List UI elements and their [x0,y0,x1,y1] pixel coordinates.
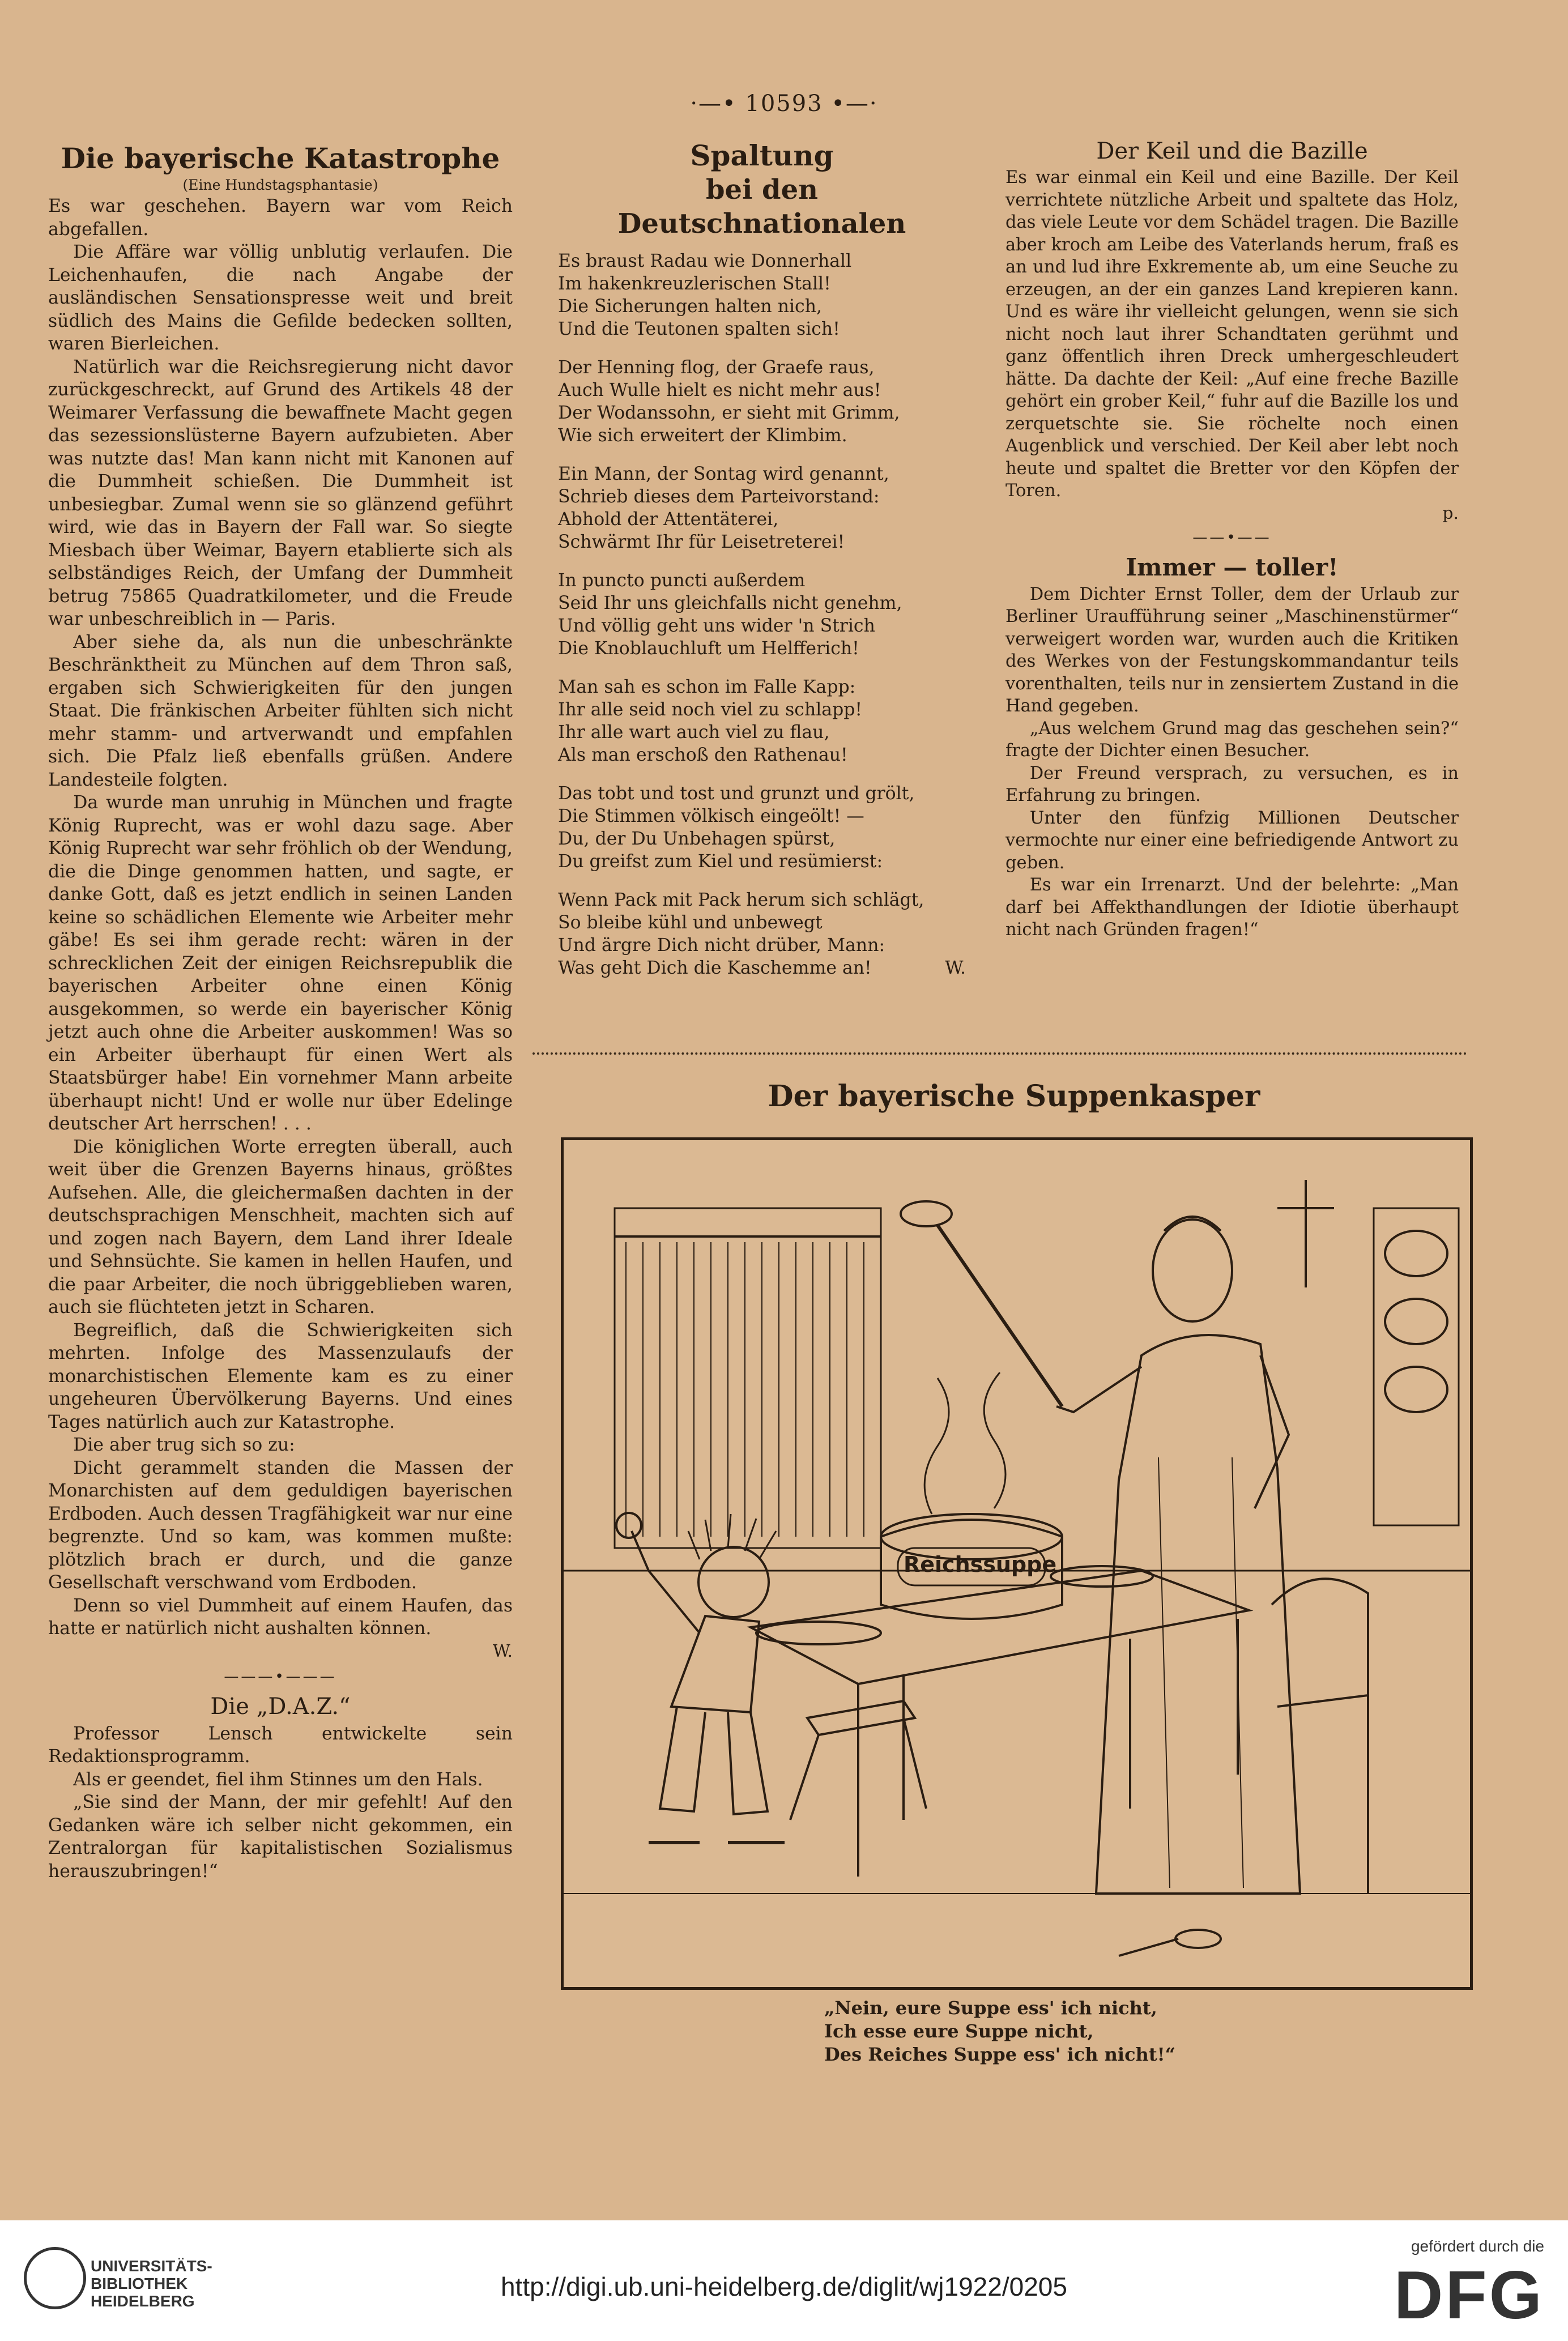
poem-line: Als man erschoß den Rathenau! [558,745,848,765]
poem-title: Spaltung [690,139,834,172]
paragraph: Aber siehe da, als nun die unbeschränkte Beschränktheit zu München auf dem Thron saß, ergaben sich Schwierigkeiten für den jungen Staat. Die fränkischen Arbeiter fühlten sich nicht mehr stamm- und artverwandt und empfahlen sich. Die Pfalz ließ ebenfalls grüßen. Andere Landesteile folgten. [48,632,513,790]
stanza [558,356,966,447]
article-title: Die bayerische Katastrophe [61,142,500,175]
poem-line: Der Wodanssohn, er sieht mit Grimm, [558,403,900,423]
poem [558,250,966,979]
poem-line: So bleibe kühl und unbewegt [558,912,823,933]
paragraph: Es war geschehen. Bayern war vom Reich abgefallen. [48,196,513,240]
stanza [558,250,966,340]
paragraph: Professor Lensch entwickelte sein Redaktionsprogramm. [48,1723,513,1767]
separator: ———•——— [224,1668,337,1685]
funding-block [1394,2237,1544,2333]
logo-line: HEIDELBERG [91,2292,195,2310]
stanza [558,676,966,766]
signature: W. [945,958,966,978]
poem-line: Und ärgre Dich nicht drüber, Mann: [558,935,885,956]
paragraph: Natürlich war die Reichsregierung nicht davor zurückgeschreckt, auf Grund des Artikels 48 der Weimarer Verfassung die bewaffnete Macht gegen das sezessionslüsterne Bayern aufzubieten. Aber was nutzte das! Man kann nicht mit Kanonen auf die Dummheit schießen. Die Dummheit ist unbesiegbar. Zumal wenn sie so glänzend geführt wird, wie das in Bayern der Fall war. So siegte Miesbach über Weimar, Bayern etablierte sich als selbständiges Reich, der Umfang der Dummheit betrug 75865 Quadratkilometer, und die Freude war unbeschreiblich in — Paris. [48,356,513,629]
poem-line: Die Knoblauchluft um Helfferich! [558,638,859,659]
poem-line: Schwärmt Ihr für Leisetreterei! [558,532,845,552]
paragraph: Die königlichen Worte erregten überall, auch weit über die Grenzen Bayerns hinaus, größtes Aufsehen. Alle, die gleichermaßen dachten in der deutschsprachigen Menschheit, machten sich auf und zogen nach Bayern, dem Land ihrer Ideale und Sehnsüchte. Sie kamen in hellen Haufen, und die paar Arbeiter, die noch übriggeblieben waren, auch sie flüchteten jetzt in Scharen. [48,1136,513,1317]
page-number: ·—• 10593 •—· [690,91,878,117]
poem-line: Ihr alle wart auch viel zu flau, [558,722,830,743]
poem-line: Abhold der Attentäterei, [558,509,779,530]
stanza [558,569,966,660]
paragraph: Begreiflich, daß die Schwierigkeiten sich mehrten. Infolge des Massenzulaufs der monarchistischen Elemente kam es zu einer ungeheuren Übervölkerung Bayerns. Und eines Tages natürlich auch zur Katastrophe. [48,1320,513,1432]
caption-line: Ich esse eure Suppe nicht, [824,2020,1094,2042]
paragraph: Denn so viel Dummheit auf einem Haufen, das hatte er natürlich nicht aushalten können. [48,1595,513,1639]
stanza [558,889,966,979]
paragraph: Dicht gerammelt standen die Massen der Monarchisten auf dem geduldigen bayerischen Erdboden. Auch dessen Tragfähigkeit war nur eine begrenzte. Und so kam, was kommen mußte: plötzlich brach er durch, und die ganze Gesellschaft verschwand vom Erdboden. [48,1457,513,1593]
poem-line: Der Henning flog, der Graefe raus, [558,357,875,378]
cartoon-title: Der bayerische Suppenkasper [768,1079,1260,1114]
poem-title: bei den Deutschnationalen [617,174,906,240]
poem-line: Ihr alle seid noch viel zu schlapp! [558,700,863,720]
poem-line: In puncto puncti außerdem [558,570,806,591]
poem-line: Seid Ihr uns gleichfalls nicht genehm, [558,593,902,613]
poem-line: Und völlig geht uns wider 'n Strich [558,616,875,636]
poem-line: Was geht Dich die Kaschemme an! W. [558,958,966,978]
funded-by-label: gefördert durch die [1411,2237,1544,2255]
cartoon-caption [824,1997,1175,2066]
article-title: Die „D.A.Z.“ [210,1693,351,1720]
paragraph: Die Affäre war völlig unblutig verlaufen. Die Leichenhaufen, die nach Angabe der ausländischen Sensationspresse weit und breit südlich des Mains die Gefilde bedecken sollten, waren Bierleichen. [48,242,513,354]
paragraph: Als er geendet, fiel ihm Stinnes um den Hals. [73,1769,483,1790]
article-title: Immer — toller! [1126,553,1339,581]
caption-line: „Nein, eure Suppe ess' ich nicht, [824,1997,1157,2019]
signature: p. [1442,503,1459,523]
cartoon-illustration [561,1137,1473,1990]
poem-line: Die Sicherungen halten nich, [558,296,822,317]
poem-line: Es braust Radau wie Donnerhall [558,251,852,271]
dfg-logo[interactable]: DFG [1394,2257,1544,2333]
column-right [1005,136,1459,941]
paragraph: Es war einmal ein Keil und eine Bazille. Der Keil verrichtete nützliche Arbeit und spaltete das Holz, das viele Leute vor dem Schädel tragen. Die Bazille aber kroch am Leibe des Vaterlands herum, fraß es an und lud ihre Exkremente ab, um eine Seuche zu erzeugen, an der ein ganzes Land krepieren kann. Und es wäre ihr vielleicht gelungen, wenn sie sich nicht noch laut ihrer Schandtaten gerühmt und ganz öffentlich ihren Dreck umhergeschleudert hätte. Da dachte der Keil: „Auf eine freche Bazille gehört ein grober Keil,“ fuhr auf die Bazille los und zerquetschte sie. Sie röchelte noch einen Augenblick und verschied. Der Keil aber lebt noch heute und spaltet die Bretter vor den Köpfen der Toren. [1005,168,1459,501]
poem-line: Im hakenkreuzlerischen Stall! [558,274,831,294]
stanza [558,463,966,553]
pot-label: Reichssuppe [904,1552,1057,1577]
column-middle [558,139,966,979]
poem-line: Man sah es schon im Falle Kapp: [558,677,856,697]
paragraph: Unter den fünfzig Millionen Deutscher vermochte nur einer eine befriedigende Antwort zu geben. [1005,808,1459,873]
source-url-link[interactable]: http://digi.ub.uni-heidelberg.de/diglit/wj1922/0205 [501,2272,1067,2301]
column-left [48,142,513,1883]
paragraph: Der Freund versprach, zu versuchen, es in Erfahrung zu bringen. [1005,763,1459,805]
logo-line: UNIVERSITÄTS- [91,2257,212,2275]
poem-line: Auch Wulle hielt es nicht mehr aus! [558,380,881,400]
caption-line: Des Reiches Suppe ess' ich nicht!“ [824,2044,1176,2065]
paragraph: „Sie sind der Mann, der mir gefehlt! Auf den Gedanken wäre ich selber nicht gekommen, ein Zentralorgan für kapitalistischen Sozialismus herauszubringen!“ [48,1792,513,1882]
paragraph: Die aber trug sich so zu: [73,1435,295,1455]
poem-line: Du, der Du Unbehagen spürst, [558,829,836,849]
logo-line: BIBLIOTHEK [91,2275,188,2292]
paragraph: Es war ein Irrenarzt. Und der belehrte: „Man darf bei Affekthandlungen der Idiotie überhaupt nicht nach Gründen fragen!“ [1005,875,1459,940]
poem-line: Ein Mann, der Sontag wird genannt, [558,464,889,484]
poem-line: Und die Teutonen spalten sich! [558,319,840,339]
article-subtitle: (Eine Hundstagsphantasie) [182,177,378,193]
article-title: Der Keil und die Bazille [1096,138,1368,164]
paragraph: Da wurde man unruhig in München und fragte König Ruprecht, was er wohl dazu sage. Aber König Ruprecht war sehr fröhlich ob der Wendung, die die Dinge genommen hatten, und sagte, er danke Gott, daß es jetzt endlich in seinen Landen keine so schädlichen Elemente wie Arbeiter mehr gäbe! Es sei ihm gerade recht: wären in der schrecklichen Zeit der einigen Reichsrepublik die bayerischen Arbeiter ohne einen König ausgekommen, so werde ein bayerischer König jetzt auch ohne die Arbeiter auskommen! Was so ein Arbeiter überhaupt für einen Wert als Staatsbürger habe! Ein vornehmer Mann arbeite überhaupt nicht! Und er wolle nur über Edelinge deutscher Art herrschen! . . . [48,792,513,1134]
poem-line: Wenn Pack mit Pack herum sich schlägt, [558,890,924,910]
poem-line: Das tobt und tost und grunzt und grölt, [558,783,915,804]
paragraph: Dem Dichter Ernst Toller, dem der Urlaub zur Berliner Uraufführung seiner „Maschinenstürmer“ verweigert worden war, wurden auch die Kritiken des Werkes von der Festungskommandantur teils vorenthalten, teils nur in zensiertem Zustand in die Hand gegeben. [1005,584,1459,716]
signature: W. [492,1641,513,1661]
poem-line: Du greifst zum Kiel und resümierst: [558,851,883,872]
paragraph: „Aus welchem Grund mag das geschehen sein?“ fragte der Dichter einen Besucher. [1005,718,1459,761]
separator: ——•—— [1192,529,1272,546]
stanza [558,782,966,873]
poem-line: Schrieb dieses dem Parteivorstand: [558,487,880,507]
poem-line: Wie sich erweitert der Klimbim. [558,425,847,446]
divider [532,1052,1467,1055]
poem-line: Die Stimmen völkisch eingeölt! — [558,806,864,826]
